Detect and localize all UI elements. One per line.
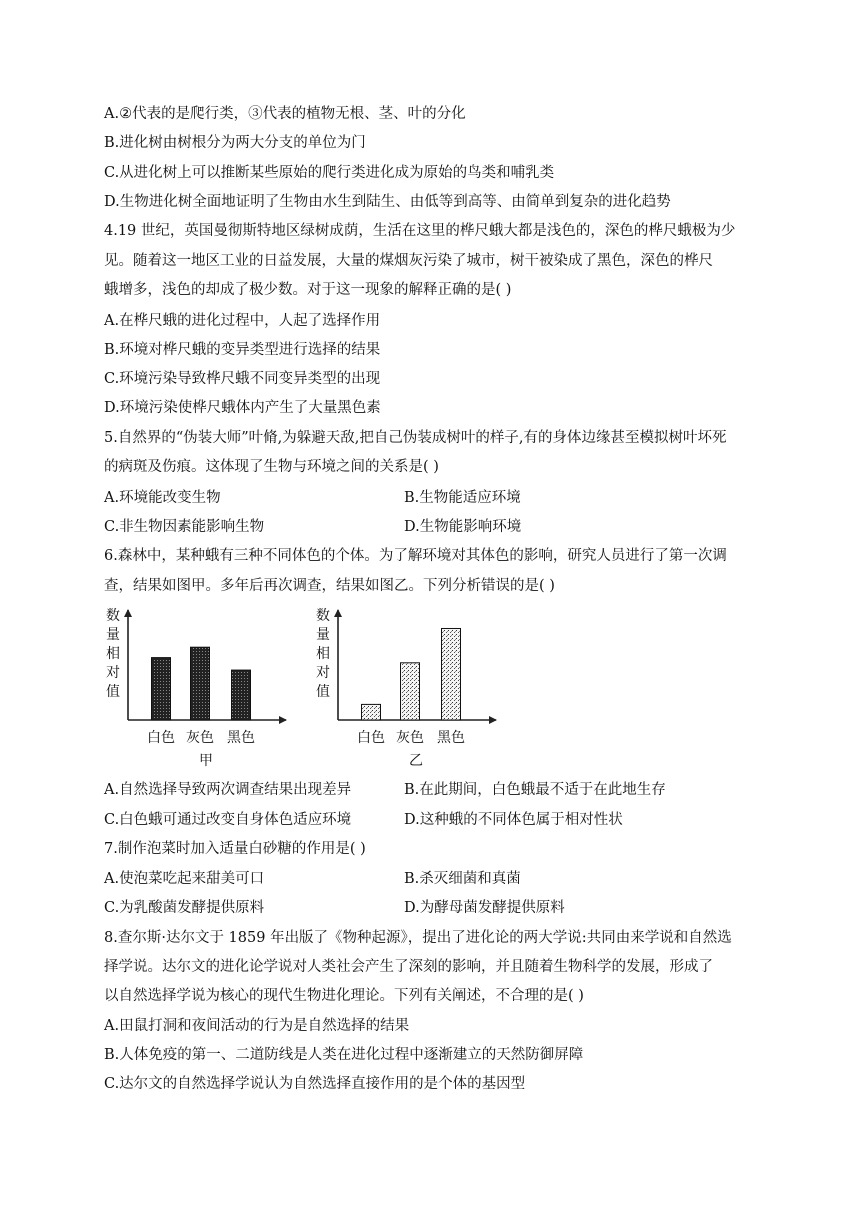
y-axis-label: [106, 607, 120, 700]
y-axis-label-char: 数: [316, 608, 330, 624]
q4-stem-line2: 见。随着这一地区工业的日益发展，大量的煤烟灰污染了城市，树干被染成了黑色，深色的桦尺: [104, 253, 713, 269]
x-tick-label: 黑色: [437, 730, 465, 746]
q8-option-b: B.人体免疫的第一、二道防线是人类在进化过程中逐渐建立的天然防御屏障: [104, 1047, 584, 1063]
q5-option-b: B.生物能适应环境: [404, 490, 521, 506]
chart-jia-svg: [102, 602, 302, 772]
q5-stem-line2: 的病斑及伤痕。这体现了生物与环境之间的关系是( ): [104, 459, 439, 475]
bar-灰色: [191, 647, 210, 720]
q7-option-d: D.为酵母菌发酵提供原料: [404, 900, 565, 916]
q3-option-c: C.从进化树上可以推断某些原始的爬行类进化成为原始的鸟类和哺乳类: [104, 165, 555, 181]
q4-option-d: D.环境污染使桦尺蛾体内产生了大量黑色素: [104, 400, 381, 416]
y-axis-label: [316, 607, 330, 700]
x-tick-label: 黑色: [227, 730, 255, 746]
q8-stem-line1: 8.查尔斯·达尔文于 1859 年出版了《物种起源》，提出了进化论的两大学说:共同由来学说和自然选: [104, 930, 732, 946]
y-axis-arrow: [334, 609, 342, 617]
bar-黑色: [442, 628, 461, 720]
x-axis-arrow: [279, 716, 287, 724]
q6-stem-line1: 6.森林中，某种蛾有三种不同体色的个体。为了解环境对其体色的影响，研究人员进行了第一次调: [104, 548, 727, 564]
y-axis-label-char: 对: [106, 665, 120, 681]
chart-jia: [102, 602, 302, 772]
x-tick-label: 白色: [147, 730, 175, 746]
y-axis-arrow: [124, 609, 132, 617]
y-axis-label-char: 数: [106, 608, 120, 624]
x-tick-label: 灰色: [186, 730, 214, 746]
q6-option-d: D.这种蛾的不同体色属于相对性状: [404, 812, 623, 828]
bar-白色: [152, 658, 171, 720]
q4-option-a: A.在桦尺蛾的进化过程中，人起了选择作用: [104, 313, 381, 329]
q5-option-a: A.环境能改变生物: [104, 490, 221, 506]
q6-stem-line2: 查，结果如图甲。多年后再次调查，结果如图乙。下列分析错误的是( ): [104, 578, 555, 594]
chart-yi-svg: [312, 602, 512, 772]
chart-caption: 甲: [199, 753, 213, 769]
y-axis-label-char: 对: [316, 665, 330, 681]
q5-option-c: C.非生物因素能影响生物: [104, 519, 265, 535]
x-axis-arrow: [489, 716, 497, 724]
q3-option-d: D.生物进化树全面地证明了生物由水生到陆生、由低等到高等、由简单到复杂的进化趋势: [104, 194, 671, 210]
q7-option-b: B.杀灭细菌和真菌: [404, 871, 521, 887]
bar-灰色: [401, 663, 420, 720]
q4-stem-line3: 蛾增多，浅色的却成了极少数。对于这一现象的解释正确的是( ): [104, 282, 512, 298]
q6-option-b: B.在此期间，白色蛾最不适于在此地生存: [404, 782, 666, 798]
q8-stem-line3: 以自然选择学说为核心的现代生物进化理论。下列有关阐述，不合理的是( ): [104, 988, 584, 1004]
chart-caption: 乙: [409, 753, 423, 769]
q5-option-d: D.生物能影响环境: [404, 519, 522, 535]
y-axis-label-char: 量: [316, 627, 330, 643]
chart-yi: [312, 602, 512, 772]
q8-option-c: C.达尔文的自然选择学说认为自然选择直接作用的是个体的基因型: [104, 1076, 526, 1092]
y-axis-label-char: 值: [106, 684, 120, 700]
q7-option-c: C.为乳酸菌发酵提供原料: [104, 900, 265, 916]
q4-stem-line1: 4.19 世纪，英国曼彻斯特地区绿树成荫，生活在这里的桦尺蛾大都是浅色的，深色的桦尺蛾极为少: [104, 223, 736, 239]
q4-option-c: C.环境污染导致桦尺蛾不同变异类型的出现: [104, 371, 381, 387]
y-axis-label-char: 值: [316, 684, 330, 700]
bar-白色: [362, 704, 381, 720]
q6-option-c: C.白色蛾可通过改变自身体色适应环境: [104, 812, 352, 828]
y-axis-label-char: 相: [106, 646, 120, 662]
y-axis-label-char: 相: [316, 646, 330, 662]
y-axis-label-char: 量: [106, 627, 120, 643]
q5-stem-line1: 5.自然界的“伪装大师”叶脩,为躲避天敌,把自己伪装成树叶的样子,有的身体边缘甚至模拟树叶坏死: [104, 430, 727, 446]
q8-option-a: A.田鼠打洞和夜间活动的行为是自然选择的结果: [104, 1018, 410, 1034]
x-tick-label: 白色: [357, 730, 385, 746]
bar-黑色: [232, 670, 251, 720]
q3-option-a: A.②代表的是爬行类，③代表的植物无根、茎、叶的分化: [104, 106, 466, 122]
q7-stem: 7.制作泡菜时加入适量白砂糖的作用是( ): [104, 841, 366, 857]
q4-option-b: B.环境对桦尺蛾的变异类型进行选择的结果: [104, 342, 381, 358]
q3-option-b: B.进化树由树根分为两大分支的单位为门: [104, 135, 366, 151]
q7-option-a: A.使泡菜吃起来甜美可口: [104, 871, 265, 887]
x-tick-label: 灰色: [396, 730, 424, 746]
q8-stem-line2: 择学说。达尔文的进化论学说对人类社会产生了深刻的影响，并且随着生物科学的发展，形成了: [104, 959, 713, 975]
q6-option-a: A.自然选择导致两次调查结果出现差异: [104, 782, 352, 798]
